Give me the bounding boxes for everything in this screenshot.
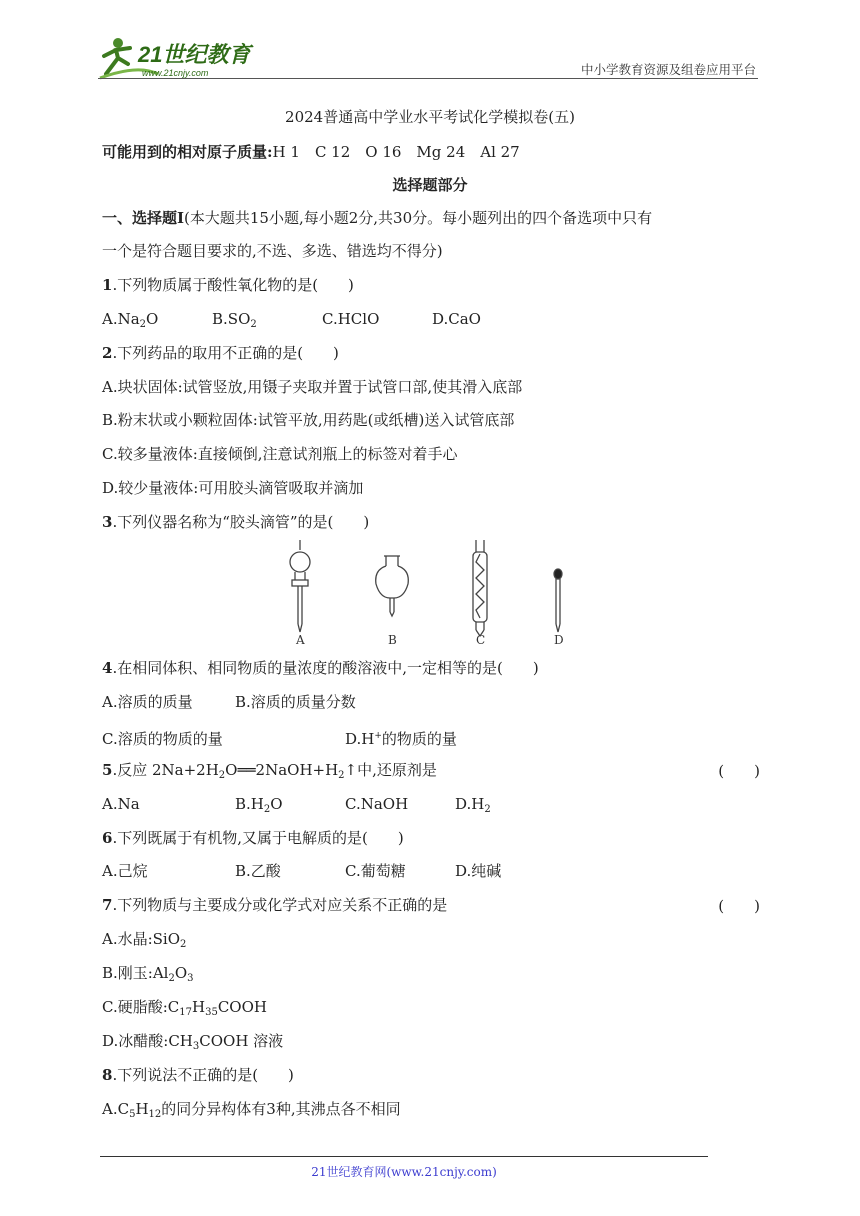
question-text: .下列药品的取用不正确的是( ) xyxy=(112,344,339,362)
header-divider xyxy=(98,78,758,79)
part1-desc-2: 一个是符合题目要求的,不选、多选、错选均不得分) xyxy=(102,242,443,260)
question-2-option-d: D.较少量液体:可用胶头滴管吸取并滴加 xyxy=(102,479,364,497)
condenser-drawing xyxy=(473,540,487,636)
part1-heading-line xyxy=(102,208,652,228)
logo xyxy=(98,34,258,82)
question-4-options-ab xyxy=(102,692,356,712)
question-1-stem xyxy=(102,275,354,295)
question-number: 3 xyxy=(102,513,113,531)
question-4-stem xyxy=(102,658,539,678)
option-a: A.Na xyxy=(102,795,140,813)
question-text: .在相同体积、相同物质的量浓度的酸溶液中,一定相等的是( ) xyxy=(112,659,539,677)
option-d: D.CaO xyxy=(432,310,481,328)
question-number: 6 xyxy=(102,829,113,847)
question-2-option-a: A.块状固体:试管竖放,用镊子夹取并置于试管口部,使其滑入底部 xyxy=(102,378,523,396)
question-7-option-d: D.冰醋酸$:CH_3COOH$ 溶液 xyxy=(102,1032,284,1052)
dropper-drawing xyxy=(554,569,562,632)
question-7-option-b: B.刚玉$:Al_2O_3$ xyxy=(102,964,194,984)
answer-paren: ( ) xyxy=(718,897,760,915)
option-d: D.H+的物质的量 xyxy=(345,730,457,748)
section-title: 选择题部分 xyxy=(392,176,468,194)
question-5-options xyxy=(102,794,491,820)
question-2-option-b: B.粉末状或小颗粒固体:试管平放,用药匙(或纸槽)送入试管底部 xyxy=(102,411,515,429)
question-6-options xyxy=(102,861,501,881)
question-text: .下列说法不正确的是( ) xyxy=(112,1066,294,1084)
question-number: 8 xyxy=(102,1066,113,1084)
logo-text: 21世纪教育 xyxy=(138,42,251,67)
question-number: 2 xyxy=(102,344,113,362)
figure-label-a: A xyxy=(296,633,305,646)
footer-divider xyxy=(100,1156,708,1157)
question-2-stem xyxy=(102,343,339,363)
question-7-stem xyxy=(102,895,447,915)
question-number: 4 xyxy=(102,659,113,677)
option-d: D.纯碱 xyxy=(455,862,502,880)
page-title: 2024普通高中学业水平考试化学模拟卷(五) xyxy=(285,108,575,126)
option-a: A.己烷 xyxy=(102,862,148,880)
option-c: C.HClO xyxy=(322,310,380,328)
logo-url: www.21cnjy.com xyxy=(142,68,209,78)
option-b: B.溶质的质量分数 xyxy=(235,693,356,711)
question-3-stem xyxy=(102,512,369,532)
figure-label-c: C xyxy=(476,633,486,646)
separatory-funnel-drawing xyxy=(290,540,310,632)
atomic-mass-label: 可能用到的相对原子质量: xyxy=(102,143,273,161)
header-platform-text: 中小学教育资源及组卷应用平台 xyxy=(580,62,756,77)
footer-text: 21世纪教育网(www.21cnjy.com) xyxy=(311,1165,497,1179)
apparatus-figure xyxy=(280,536,580,646)
option-d: $D.H_2$ xyxy=(455,795,491,815)
round-bottom-drawing xyxy=(376,556,409,616)
option-a: $A.Na_2O$ xyxy=(102,310,159,330)
option-a: A.溶质的质量 xyxy=(102,693,193,711)
question-number: 7 xyxy=(102,896,113,914)
option-b: B.乙酸 xyxy=(235,862,281,880)
atomic-mass-line xyxy=(102,142,520,162)
question-5-stem: 5.反应 $2Na+2H_2O══2NaOH+H_2↑$中,还原剂是 xyxy=(102,761,437,781)
question-text: .下列既属于有机物,又属于电解质的是( ) xyxy=(112,829,404,847)
question-7-option-c: C.硬脂酸$:C_{17}H_{35}COOH$ xyxy=(102,998,267,1018)
option-c: C.NaOH xyxy=(345,795,409,813)
question-number: 5 xyxy=(102,761,113,779)
question-text: .下列仪器名称为“胶头滴管”的是( ) xyxy=(112,513,370,531)
figure-label-b: B xyxy=(388,633,397,646)
question-2-option-c: C.较多量液体:直接倾倒,注意试剂瓶上的标签对着手心 xyxy=(102,445,458,463)
question-1-options xyxy=(102,309,481,335)
question-7-option-a: A.水晶:SiO$_2$ xyxy=(102,930,187,950)
part1-heading: 一、选择题Ⅰ xyxy=(102,209,185,227)
question-text: .下列物质属于酸性氧化物的是( ) xyxy=(112,276,354,294)
atomic-mass-values: H 1 C 12 O 16 Mg 24 Al 27 xyxy=(272,143,520,161)
question-8-option-a: $A.C_5H_{12}$的同分异构体有3种,其沸点各不相同 xyxy=(102,1100,401,1120)
question-text: .下列物质与主要成分或化学式对应关系不正确的是 xyxy=(112,896,448,914)
question-8-stem xyxy=(102,1065,294,1085)
answer-paren: ( ) xyxy=(718,762,760,780)
option-b: $B.H_2O$ xyxy=(235,795,283,815)
question-number: 1 xyxy=(102,276,113,294)
option-c: C.溶质的物质的量 xyxy=(102,730,223,748)
part1-desc-1: (本大题共15小题,每小题2分,共30分。每小题列出的四个备选项中只有 xyxy=(184,209,653,227)
question-6-stem xyxy=(102,828,404,848)
figure-label-d: D xyxy=(554,633,564,646)
option-b: $B.SO_2$ xyxy=(212,310,257,330)
option-c: C.葡萄糖 xyxy=(345,862,406,880)
question-4-options-cd xyxy=(102,726,457,749)
